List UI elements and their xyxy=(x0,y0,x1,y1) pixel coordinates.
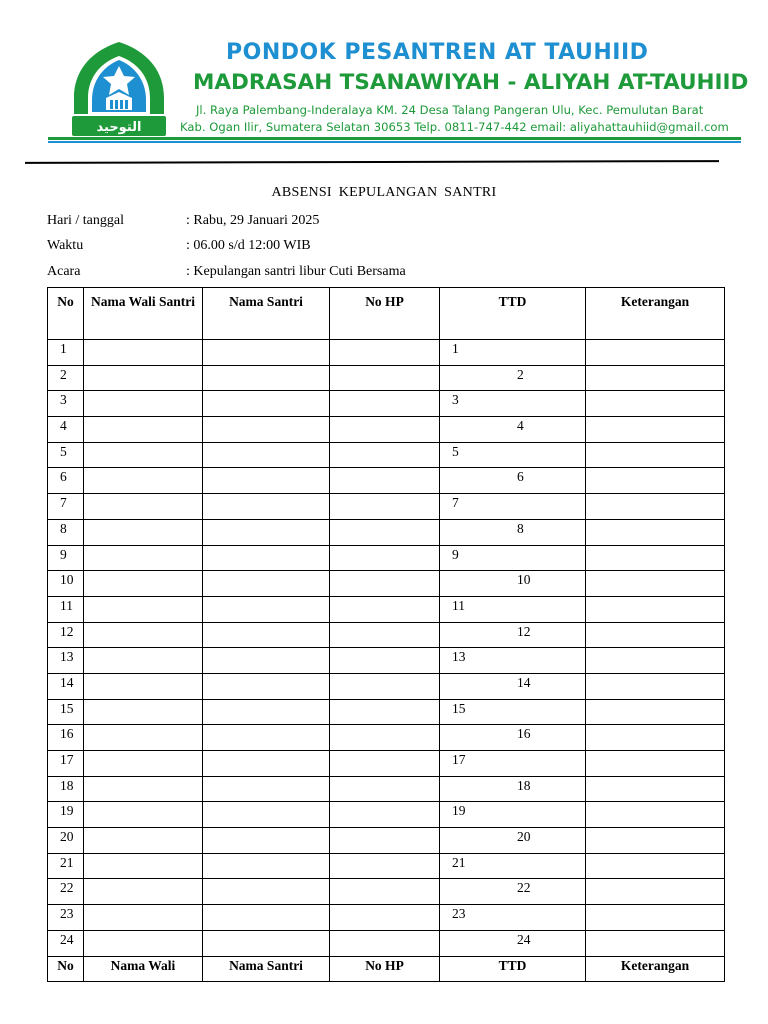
info-value: : Rabu, 29 Januari 2025 xyxy=(186,213,320,228)
cell-student-name[interactable] xyxy=(203,365,330,391)
cell-phone[interactable] xyxy=(330,879,440,905)
madrasah-name: MADRASAH TSANAWIYAH - ALIYAH AT-TAUHIID xyxy=(193,70,749,95)
table-row xyxy=(48,725,725,751)
info-value: : Kepulangan santri libur Cuti Bersama xyxy=(186,264,406,279)
cell-signature-text: 7 xyxy=(452,495,459,511)
cell-signature[interactable] xyxy=(440,776,586,802)
cell-no-text: 24 xyxy=(60,931,74,947)
cell-student-name[interactable] xyxy=(203,828,330,854)
footer-header-student: Nama Santri xyxy=(203,956,330,981)
table-row xyxy=(48,879,725,905)
cell-student-name[interactable] xyxy=(203,776,330,802)
cell-student-name[interactable] xyxy=(203,930,330,956)
cell-phone[interactable] xyxy=(330,673,440,699)
cell-signature-text: 5 xyxy=(452,443,459,459)
cell-notes[interactable] xyxy=(586,468,725,494)
cell-no xyxy=(48,442,84,468)
cell-phone[interactable] xyxy=(330,442,440,468)
table-footer-row xyxy=(48,956,725,981)
cell-no xyxy=(48,879,84,905)
table-row xyxy=(48,905,725,931)
cell-no-text: 16 xyxy=(60,726,74,742)
cell-signature-text: 6 xyxy=(517,469,524,485)
cell-notes[interactable] xyxy=(586,340,725,366)
cell-notes[interactable] xyxy=(586,494,725,520)
info-label: Acara xyxy=(47,264,81,279)
cell-signature[interactable] xyxy=(440,365,586,391)
cell-no-text: 6 xyxy=(60,469,67,485)
cell-phone[interactable] xyxy=(330,622,440,648)
cell-student-name[interactable] xyxy=(203,417,330,443)
cell-notes[interactable] xyxy=(586,648,725,674)
cell-no-text: 4 xyxy=(60,418,67,434)
cell-phone[interactable] xyxy=(330,468,440,494)
cell-signature[interactable] xyxy=(440,417,586,443)
cell-guardian-name[interactable] xyxy=(84,340,203,366)
cell-notes[interactable] xyxy=(586,673,725,699)
cell-guardian-name[interactable] xyxy=(84,802,203,828)
cell-phone[interactable] xyxy=(330,905,440,931)
cell-signature-text: 16 xyxy=(517,726,531,742)
address-line-1: Jl. Raya Palembang-Inderalaya KM. 24 Desa Talang Pangeran Ulu, Kec. Pemulutan Barat xyxy=(196,103,704,117)
cell-student-name[interactable] xyxy=(203,648,330,674)
table-row xyxy=(48,545,725,571)
cell-signature-text: 19 xyxy=(452,803,466,819)
cell-guardian-name[interactable] xyxy=(84,853,203,879)
document-divider xyxy=(25,160,719,164)
header-divider-blue xyxy=(48,141,741,143)
cell-signature[interactable] xyxy=(440,802,586,828)
cell-guardian-name[interactable] xyxy=(84,699,203,725)
cell-no-text: 22 xyxy=(60,880,74,896)
column-header-no: No xyxy=(48,288,84,340)
cell-signature[interactable] xyxy=(440,751,586,777)
cell-guardian-name[interactable] xyxy=(84,494,203,520)
cell-student-name[interactable] xyxy=(203,545,330,571)
footer-header-notes: Keterangan xyxy=(586,956,725,981)
cell-signature[interactable] xyxy=(440,545,586,571)
cell-notes[interactable] xyxy=(586,751,725,777)
cell-notes[interactable] xyxy=(586,622,725,648)
cell-signature[interactable] xyxy=(440,930,586,956)
cell-no-text: 11 xyxy=(60,597,73,613)
letterhead xyxy=(0,0,768,160)
cell-signature-text: 20 xyxy=(517,829,531,845)
table-row xyxy=(48,442,725,468)
cell-signature-text: 8 xyxy=(517,520,524,536)
cell-student-name[interactable] xyxy=(203,725,330,751)
cell-signature-text: 24 xyxy=(517,931,531,947)
cell-student-name[interactable] xyxy=(203,751,330,777)
cell-signature-text: 13 xyxy=(452,649,466,665)
cell-student-name[interactable] xyxy=(203,340,330,366)
cell-signature[interactable] xyxy=(440,442,586,468)
cell-no-text: 18 xyxy=(60,777,74,793)
column-header-phone: No HP xyxy=(330,288,440,340)
cell-phone[interactable] xyxy=(330,365,440,391)
cell-no-text: 23 xyxy=(60,906,74,922)
cell-student-name[interactable] xyxy=(203,391,330,417)
cell-guardian-name[interactable] xyxy=(84,391,203,417)
table-row xyxy=(48,648,725,674)
cell-no-text: 14 xyxy=(60,674,74,690)
cell-phone[interactable] xyxy=(330,776,440,802)
cell-signature-text: 3 xyxy=(452,392,459,408)
cell-no xyxy=(48,776,84,802)
column-header-notes: Keterangan xyxy=(586,288,725,340)
cell-signature-text: 2 xyxy=(517,366,524,382)
cell-no-text: 17 xyxy=(60,752,74,767)
table-row xyxy=(48,776,725,802)
table-row xyxy=(48,930,725,956)
cell-no xyxy=(48,828,84,854)
cell-signature[interactable] xyxy=(440,828,586,854)
cell-signature-text: 14 xyxy=(517,674,531,690)
footer-header-no: No xyxy=(48,956,84,981)
table-row xyxy=(48,622,725,648)
cell-guardian-name[interactable] xyxy=(84,468,203,494)
cell-student-name[interactable] xyxy=(203,905,330,931)
cell-signature[interactable] xyxy=(440,905,586,931)
cell-no xyxy=(48,725,84,751)
cell-no xyxy=(48,365,84,391)
cell-guardian-name[interactable] xyxy=(84,828,203,854)
cell-no-text: 7 xyxy=(60,495,67,511)
cell-signature-text: 12 xyxy=(517,623,531,639)
cell-student-name[interactable] xyxy=(203,494,330,520)
cell-signature-text: 17 xyxy=(452,752,466,767)
cell-signature[interactable] xyxy=(440,673,586,699)
cell-phone[interactable] xyxy=(330,340,440,366)
cell-guardian-name[interactable] xyxy=(84,596,203,622)
cell-phone[interactable] xyxy=(330,519,440,545)
cell-phone[interactable] xyxy=(330,571,440,597)
cell-notes[interactable] xyxy=(586,905,725,931)
table-row xyxy=(48,828,725,854)
table-row xyxy=(48,365,725,391)
cell-no-text: 3 xyxy=(60,392,67,408)
cell-signature[interactable] xyxy=(440,340,586,366)
cell-notes[interactable] xyxy=(586,853,725,879)
cell-phone[interactable] xyxy=(330,828,440,854)
cell-notes[interactable] xyxy=(586,417,725,443)
cell-no xyxy=(48,391,84,417)
table-row xyxy=(48,519,725,545)
cell-no xyxy=(48,340,84,366)
cell-signature-text: 15 xyxy=(452,700,466,716)
cell-no xyxy=(48,751,84,777)
cell-notes[interactable] xyxy=(586,802,725,828)
cell-no-text: 21 xyxy=(60,854,74,870)
cell-no xyxy=(48,545,84,571)
table-row xyxy=(48,391,725,417)
cell-no-text: 2 xyxy=(60,366,67,382)
cell-notes[interactable] xyxy=(586,519,725,545)
cell-guardian-name[interactable] xyxy=(84,442,203,468)
cell-guardian-name[interactable] xyxy=(84,417,203,443)
cell-no xyxy=(48,802,84,828)
cell-signature-text: 21 xyxy=(452,854,466,870)
cell-signature-text: 18 xyxy=(517,777,531,793)
cell-guardian-name[interactable] xyxy=(84,725,203,751)
cell-signature[interactable] xyxy=(440,648,586,674)
cell-signature-text: 10 xyxy=(517,572,531,588)
cell-no xyxy=(48,673,84,699)
cell-notes[interactable] xyxy=(586,596,725,622)
cell-no-text: 15 xyxy=(60,700,74,716)
cell-no-text: 10 xyxy=(60,572,74,588)
cell-signature[interactable] xyxy=(440,622,586,648)
cell-phone[interactable] xyxy=(330,596,440,622)
cell-guardian-name[interactable] xyxy=(84,905,203,931)
cell-notes[interactable] xyxy=(586,571,725,597)
cell-student-name[interactable] xyxy=(203,571,330,597)
cell-guardian-name[interactable] xyxy=(84,879,203,905)
table-row xyxy=(48,699,725,725)
cell-student-name[interactable] xyxy=(203,853,330,879)
cell-notes[interactable] xyxy=(586,699,725,725)
cell-guardian-name[interactable] xyxy=(84,648,203,674)
table-row xyxy=(48,802,725,828)
footer-header-guardian: Nama Wali xyxy=(84,956,203,981)
cell-notes[interactable] xyxy=(586,930,725,956)
cell-signature-text: 9 xyxy=(452,546,459,562)
table-row xyxy=(48,673,725,699)
attendance-table xyxy=(47,287,725,982)
cell-notes[interactable] xyxy=(586,442,725,468)
cell-signature[interactable] xyxy=(440,853,586,879)
cell-no-text: 20 xyxy=(60,829,74,845)
cell-phone[interactable] xyxy=(330,930,440,956)
cell-guardian-name[interactable] xyxy=(84,930,203,956)
cell-signature[interactable] xyxy=(440,468,586,494)
column-header-signature: TTD xyxy=(440,288,586,340)
table-row xyxy=(48,340,725,366)
cell-no xyxy=(48,468,84,494)
header-divider-green xyxy=(48,137,741,140)
cell-no-text: 19 xyxy=(60,803,74,819)
cell-guardian-name[interactable] xyxy=(84,751,203,777)
cell-guardian-name[interactable] xyxy=(84,519,203,545)
table-row xyxy=(48,571,725,597)
cell-signature[interactable] xyxy=(440,519,586,545)
cell-no-text: 13 xyxy=(60,649,74,665)
cell-no xyxy=(48,930,84,956)
cell-student-name[interactable] xyxy=(203,596,330,622)
cell-phone[interactable] xyxy=(330,853,440,879)
cell-student-name[interactable] xyxy=(203,468,330,494)
cell-student-name[interactable] xyxy=(203,622,330,648)
cell-no xyxy=(48,417,84,443)
cell-guardian-name[interactable] xyxy=(84,545,203,571)
cell-student-name[interactable] xyxy=(203,673,330,699)
cell-signature[interactable] xyxy=(440,391,586,417)
table-row xyxy=(48,417,725,443)
cell-student-name[interactable] xyxy=(203,699,330,725)
cell-no xyxy=(48,571,84,597)
table-row xyxy=(48,751,725,777)
cell-phone[interactable] xyxy=(330,699,440,725)
cell-guardian-name[interactable] xyxy=(84,571,203,597)
cell-no-text: 5 xyxy=(60,443,67,459)
cell-phone[interactable] xyxy=(330,494,440,520)
school-logo-icon xyxy=(68,40,170,138)
footer-header-signature: TTD xyxy=(440,956,586,981)
cell-signature-text: 11 xyxy=(452,597,465,613)
cell-no xyxy=(48,519,84,545)
cell-no xyxy=(48,699,84,725)
cell-notes[interactable] xyxy=(586,725,725,751)
cell-signature-text: 23 xyxy=(452,906,466,922)
cell-signature[interactable] xyxy=(440,879,586,905)
cell-no-text: 1 xyxy=(60,341,67,356)
cell-student-name[interactable] xyxy=(203,879,330,905)
column-header-student: Nama Santri xyxy=(203,288,330,340)
cell-guardian-name[interactable] xyxy=(84,776,203,802)
info-value: : 06.00 s/d 12:00 WIB xyxy=(186,238,311,253)
cell-notes[interactable] xyxy=(586,879,725,905)
cell-student-name[interactable] xyxy=(203,442,330,468)
info-label: Waktu xyxy=(47,238,84,253)
info-label: Hari / tanggal xyxy=(47,213,124,228)
school-name: PONDOK PESANTREN AT TAUHIID xyxy=(226,40,649,65)
cell-signature-text: 1 xyxy=(452,341,459,356)
cell-phone[interactable] xyxy=(330,725,440,751)
cell-guardian-name[interactable] xyxy=(84,673,203,699)
document-title: ABSENSI KEPULANGAN SANTRI xyxy=(271,185,497,200)
cell-notes[interactable] xyxy=(586,776,725,802)
cell-signature[interactable] xyxy=(440,571,586,597)
cell-no xyxy=(48,648,84,674)
cell-phone[interactable] xyxy=(330,648,440,674)
footer-header-phone: No HP xyxy=(330,956,440,981)
table-header-row xyxy=(48,288,725,340)
cell-phone[interactable] xyxy=(330,802,440,828)
cell-signature[interactable] xyxy=(440,725,586,751)
cell-signature-text: 22 xyxy=(517,880,531,896)
address-line-2: Kab. Ogan Ilir, Sumatera Selatan 30653 Telp. 0811-747-442 email: aliyahattauhiid@gmail.com xyxy=(180,120,729,134)
cell-no xyxy=(48,494,84,520)
table-row xyxy=(48,468,725,494)
cell-no xyxy=(48,905,84,931)
table-row xyxy=(48,853,725,879)
table-row xyxy=(48,494,725,520)
logo-calligraphy: التوحيد xyxy=(96,120,142,135)
cell-student-name[interactable] xyxy=(203,519,330,545)
cell-no-text: 12 xyxy=(60,623,74,639)
cell-phone[interactable] xyxy=(330,417,440,443)
cell-signature[interactable] xyxy=(440,699,586,725)
cell-no xyxy=(48,596,84,622)
cell-phone[interactable] xyxy=(330,391,440,417)
cell-signature[interactable] xyxy=(440,494,586,520)
cell-student-name[interactable] xyxy=(203,802,330,828)
cell-notes[interactable] xyxy=(586,545,725,571)
cell-no-text: 9 xyxy=(60,546,67,562)
column-header-guardian: Nama Wali Santri xyxy=(84,288,203,340)
cell-no xyxy=(48,622,84,648)
cell-phone[interactable] xyxy=(330,545,440,571)
cell-no xyxy=(48,853,84,879)
table-row xyxy=(48,596,725,622)
cell-signature-text: 4 xyxy=(517,418,524,434)
cell-no-text: 8 xyxy=(60,520,67,536)
cell-notes[interactable] xyxy=(586,365,725,391)
cell-notes[interactable] xyxy=(586,828,725,854)
cell-guardian-name[interactable] xyxy=(84,622,203,648)
cell-signature[interactable] xyxy=(440,596,586,622)
cell-notes[interactable] xyxy=(586,391,725,417)
cell-phone[interactable] xyxy=(330,751,440,777)
cell-guardian-name[interactable] xyxy=(84,365,203,391)
